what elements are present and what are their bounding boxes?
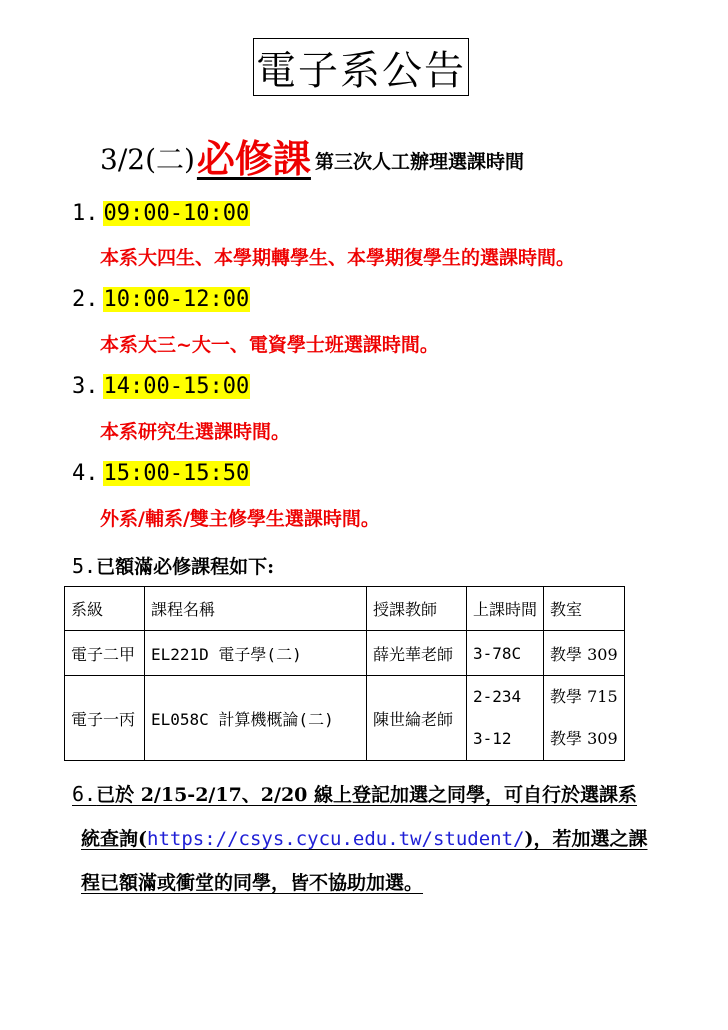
column-header-room: 教室 bbox=[544, 587, 625, 631]
announcement-subtitle bbox=[100, 128, 524, 181]
subtitle-rest: 第三次人工辦理選課時間 bbox=[314, 151, 524, 173]
section-number: 5. bbox=[72, 554, 97, 578]
note-text: 已於 2/15-2/17、2/20 線上登記加選之同學，可自行於選課系 bbox=[96, 784, 638, 806]
section-heading-text: 已額滿必修課程如下: bbox=[96, 556, 275, 578]
cell-teacher: 陳世綸老師 bbox=[367, 676, 467, 761]
note-line-1 bbox=[72, 772, 702, 817]
note-line-3: 程已額滿或衝堂的同學，皆不協助加選。 bbox=[81, 872, 424, 894]
cell-time-line: 3-12 bbox=[473, 729, 512, 748]
cell-grade: 電子二甲 bbox=[65, 631, 145, 676]
subtitle-required-course: 必修課 bbox=[196, 136, 311, 181]
cell-room-line: 教學 309 bbox=[550, 729, 618, 748]
full-courses-table bbox=[64, 586, 625, 761]
cell-time bbox=[467, 676, 544, 761]
schedule-number: 2. bbox=[72, 286, 99, 312]
schedule-number: 1. bbox=[72, 200, 99, 226]
course-system-link[interactable]: https://csys.cycu.edu.tw/student/ bbox=[147, 828, 525, 850]
schedule-time: 10:00-12:00 bbox=[103, 286, 250, 312]
schedule-time: 09:00-10:00 bbox=[103, 200, 250, 226]
schedule-item-4 bbox=[72, 456, 250, 490]
column-header-course: 課程名稱 bbox=[145, 587, 367, 631]
cell-teacher: 薛光華老師 bbox=[367, 631, 467, 676]
full-courses-heading bbox=[72, 552, 274, 579]
cell-course: EL058C 計算機概論(二) bbox=[145, 676, 367, 761]
schedule-desc: 本系研究生選課時間。 bbox=[100, 421, 291, 443]
cell-grade: 電子一丙 bbox=[65, 676, 145, 761]
table-header-row bbox=[65, 587, 625, 631]
table-row bbox=[65, 631, 625, 676]
column-header-teacher: 授課教師 bbox=[367, 587, 467, 631]
cell-room-line: 教學 715 bbox=[550, 687, 618, 706]
page-title: 電子系公告 bbox=[253, 38, 469, 96]
cell-course: EL221D 電子學(二) bbox=[145, 631, 367, 676]
schedule-time: 14:00-15:00 bbox=[103, 373, 250, 399]
column-header-grade: 系級 bbox=[65, 587, 145, 631]
add-course-note bbox=[72, 772, 702, 905]
note-text: )，若加選之課 bbox=[524, 828, 648, 850]
schedule-number: 3. bbox=[72, 373, 99, 399]
cell-room: 教學 309 bbox=[544, 631, 625, 676]
schedule-item-3 bbox=[72, 369, 250, 403]
subtitle-date: 3/2(二) bbox=[100, 143, 195, 176]
schedule-number: 4. bbox=[72, 460, 99, 486]
schedule-time: 15:00-15:50 bbox=[103, 460, 250, 486]
section-number: 6. bbox=[72, 782, 97, 806]
cell-time-line: 2-234 bbox=[473, 687, 522, 706]
note-text: 統查詢( bbox=[81, 828, 147, 850]
column-header-time: 上課時間 bbox=[467, 587, 544, 631]
cell-time: 3-78C bbox=[467, 631, 544, 676]
cell-room bbox=[544, 676, 625, 761]
schedule-desc: 本系大三~大一、電資學士班選課時間。 bbox=[100, 334, 439, 356]
schedule-item-2 bbox=[72, 282, 250, 316]
note-line-2 bbox=[72, 817, 702, 861]
schedule-item-1 bbox=[72, 196, 250, 230]
schedule-desc: 外系/輔系/雙主修學生選課時間。 bbox=[100, 508, 380, 530]
schedule-desc: 本系大四生、本學期轉學生、本學期復學生的選課時間。 bbox=[100, 247, 576, 269]
